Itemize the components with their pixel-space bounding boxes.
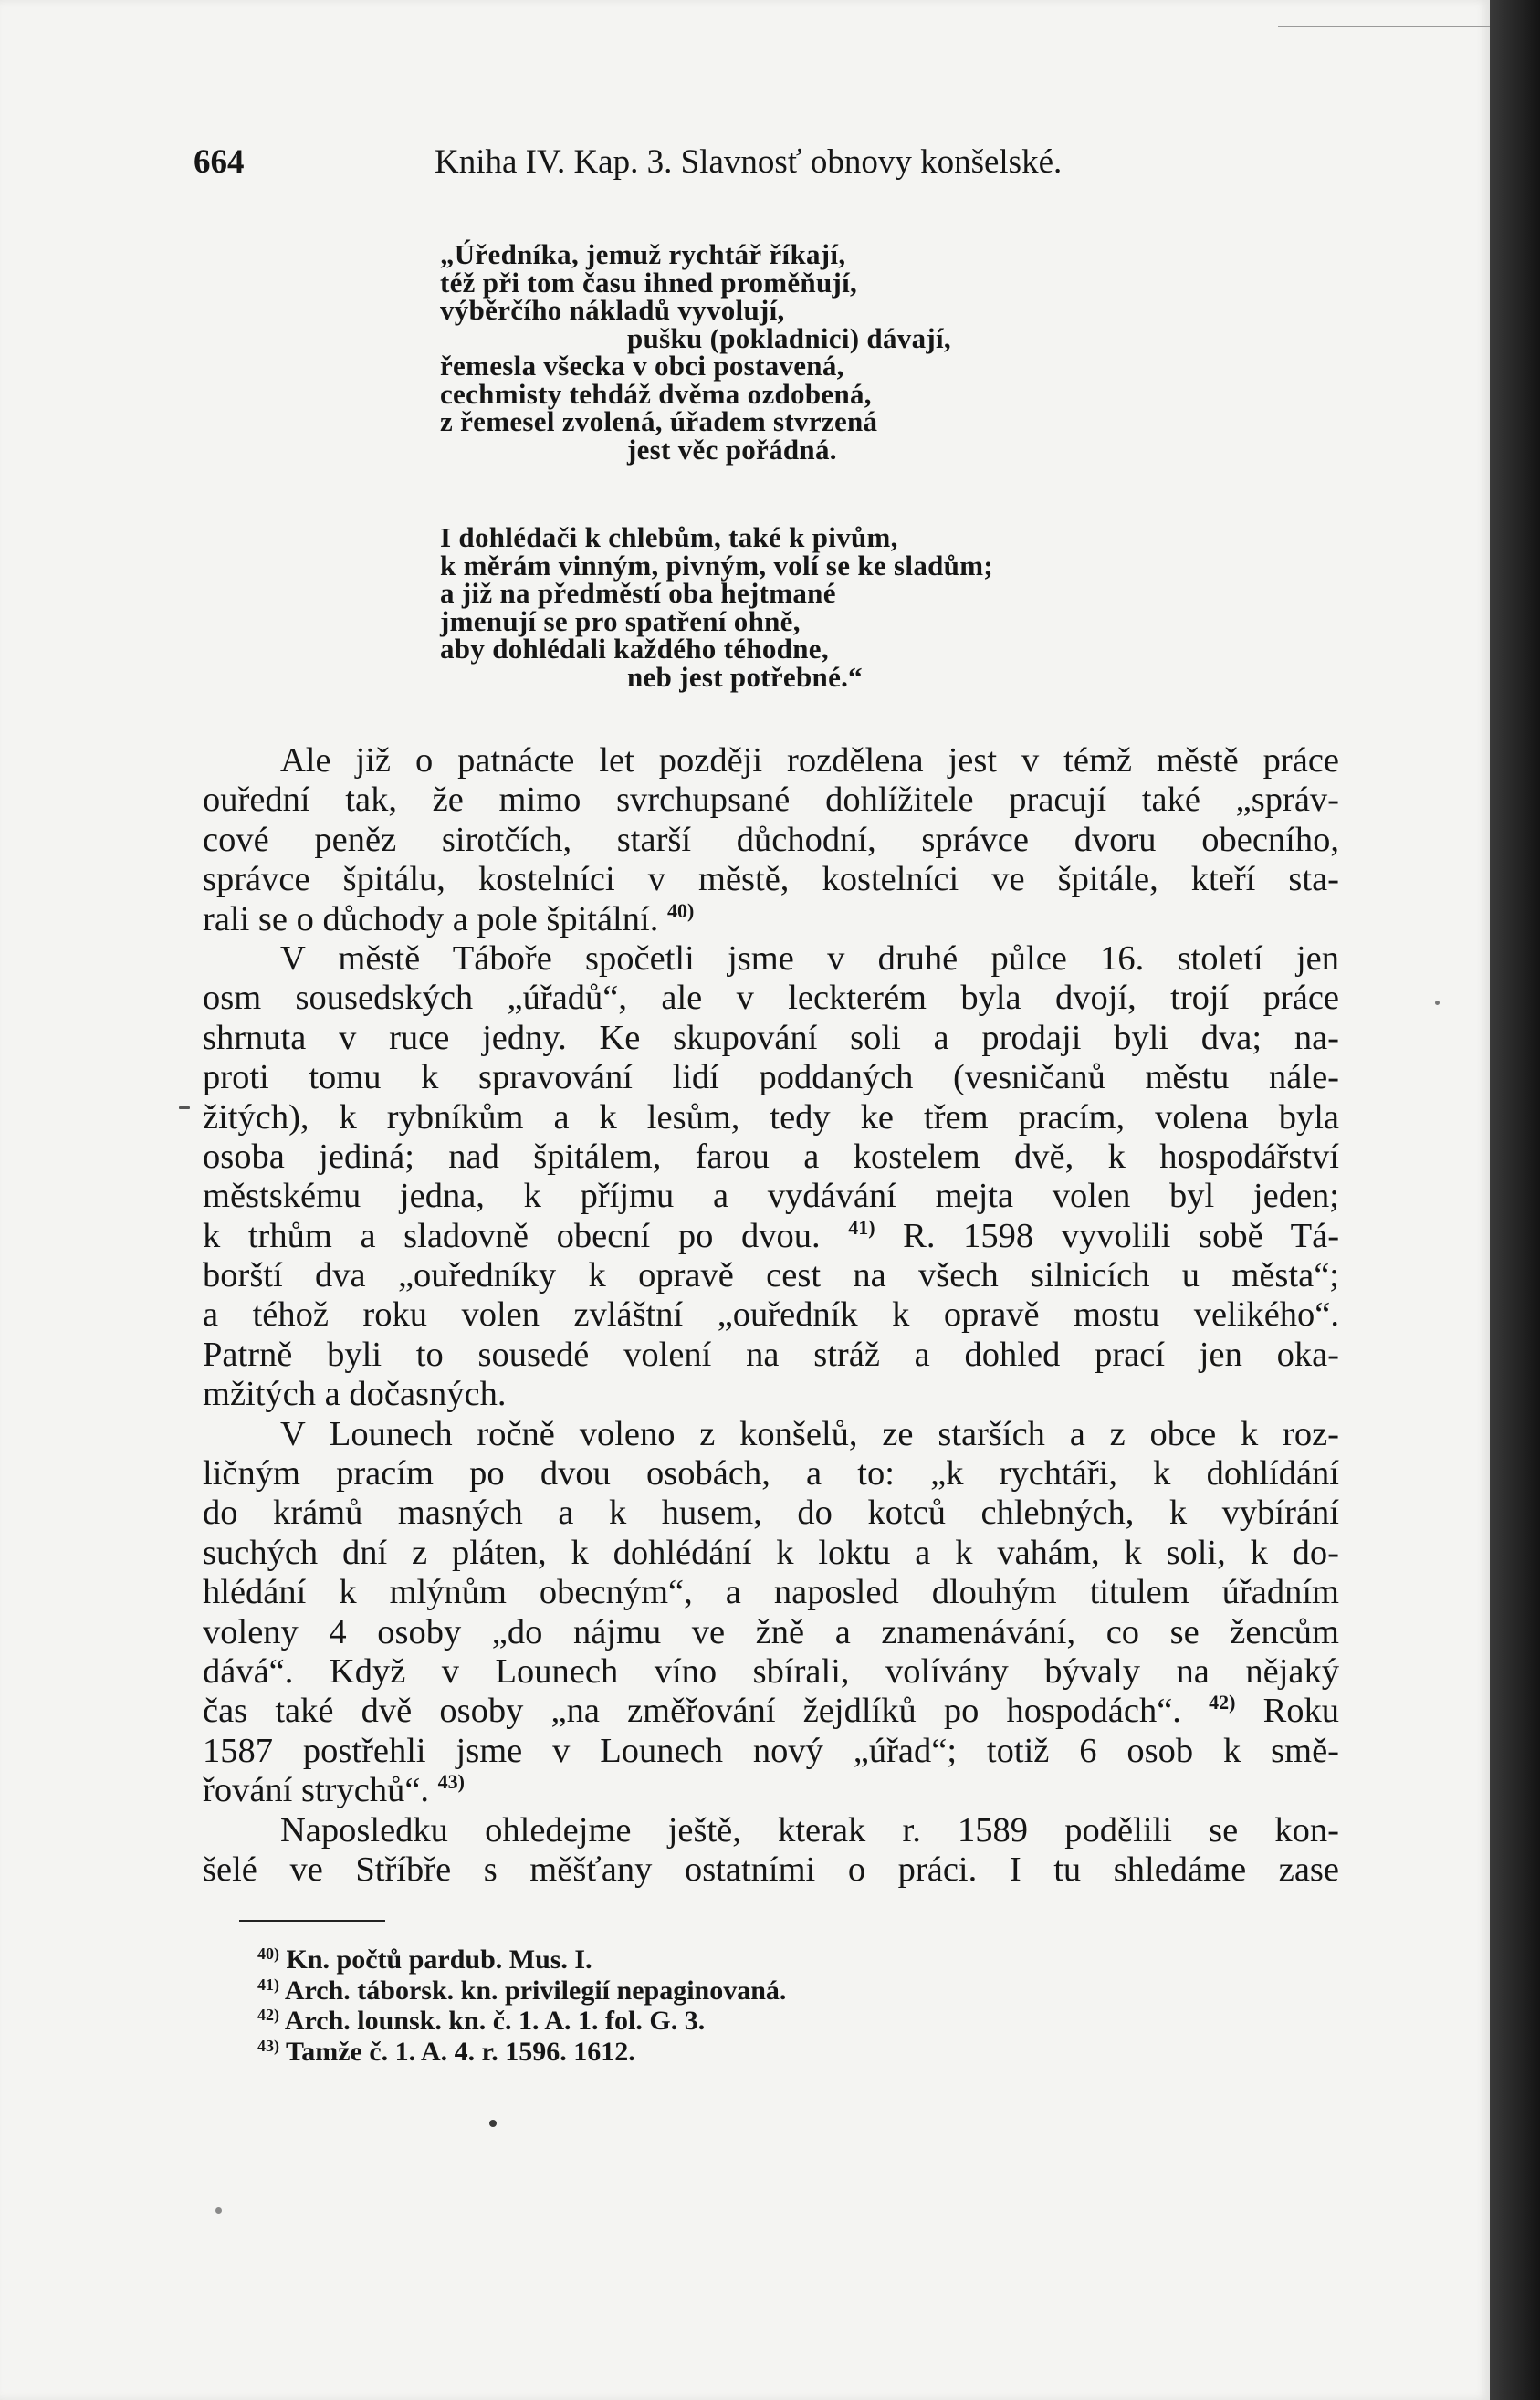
footnote-text: Tamže č. 1. A. 4. r. 1596. 1612.: [285, 2036, 635, 2067]
footnote-ref-41: 41): [848, 1215, 875, 1239]
verse-line: „Úředníka, jemuž rychtář říkají,: [440, 238, 846, 270]
footnote: [257, 1976, 1079, 2007]
text-line: správce špitálu, kostelníci v městě, kostelníci ve špitále, kteří sta-: [203, 860, 1339, 899]
text-line: proti tomu k spravování lidí poddaných (vesničanů městu nále-: [203, 1058, 1339, 1097]
verse-line: jest věc pořádná.: [627, 433, 837, 466]
text-segment: rali se o důchody a pole špitální.: [203, 899, 659, 938]
footnote-mark: 40): [257, 1944, 279, 1963]
text-line: V Lounech ročně voleno z konšelů, ze starších a z obce k roz-: [280, 1414, 1339, 1453]
footnote-ref-43: 43): [437, 1770, 465, 1794]
scan-speck: [1435, 1001, 1440, 1005]
text-line: Ale již o patnácte let později rozdělena jest v témž městě práce: [280, 741, 1339, 780]
text-line: suchých dní z pláten, k dohlédání k loktu a k vahám, k soli, k do-: [203, 1533, 1339, 1572]
footnote-ref-42: 42): [1209, 1691, 1236, 1714]
text-line: dává“. Když v Lounech víno sbírali, volívány bývaly na nějaký: [203, 1651, 1339, 1691]
verse-line: aby dohlédali každého téhodne,: [440, 633, 829, 665]
text-line: žitých), k rybníkům a k lesům, tedy ke třem pracím, volena byla: [203, 1097, 1339, 1137]
footnote-rule: [239, 1920, 385, 1922]
verse-line: neb jest potřebné.“: [627, 660, 863, 693]
text-line: městskému jedna, k příjmu a vydávání mejta volen byl jeden;: [203, 1177, 1339, 1216]
verse-line: cechmisty tehdáž dvěma ozdobená,: [440, 377, 872, 410]
text-line: ličným pracím po dvou osobách, a to: „k rychtáři, k dohlídání: [203, 1454, 1339, 1493]
body-text: [203, 741, 1339, 1890]
text-segment: řování strychů“.: [203, 1771, 430, 1810]
footnotes: [257, 1944, 1079, 2067]
text-line: a téhož roku volen zvláštní „ouředník k opravě mostu velikého“.: [203, 1295, 1339, 1335]
text-line: cové peněz sirotčích, starší důchodní, správce dvoru obecního,: [203, 820, 1339, 859]
text-segment: R. 1598 vyvolili sobě Tá-: [903, 1216, 1340, 1255]
text-line: šelé ve Stříbře s měšťany ostatními o práci. I tu shledáme zase: [203, 1850, 1339, 1889]
verse-line: I dohlédači k chlebům, také k pivům,: [440, 521, 898, 553]
text-line: borští dva „ouředníky k opravě cest na všech silnicích u města“;: [203, 1256, 1339, 1295]
verse-line: k měrám vinným, pivným, volí se ke sladům;: [440, 549, 993, 582]
text-line: [203, 900, 1339, 939]
footnote-text: Arch. táborsk. kn. privilegií nepaginovaná.: [284, 1975, 787, 2006]
footnote-ref-40: 40): [666, 898, 695, 922]
footnote-mark: 42): [257, 2006, 279, 2024]
scan-speck: [179, 1106, 190, 1109]
verse-line: pušku (pokladnici) dávají,: [627, 321, 951, 354]
text-line: Patrně byli to sousedé volení na stráž a dohled prací jen oka-: [203, 1335, 1339, 1374]
text-line: ouřední tak, že mimo svrchupsané dohlížitele pracují také „správ-: [203, 781, 1339, 820]
top-edge-line: [1278, 26, 1490, 27]
verse-line: jmenují se pro spatření ohně,: [440, 604, 801, 637]
text-line: osoba jediná; nad špitálem, farou a kostelem dvě, k hospodářství: [203, 1137, 1339, 1176]
text-line: mžitých a dočasných.: [203, 1375, 507, 1414]
text-segment: čas také dvě osoby „na změřování žejdlíků po hospodách“.: [203, 1692, 1181, 1731]
text-line: 1587 postřehli jsme v Lounech nový „úřad“; totiž 6 osob k smě-: [203, 1731, 1339, 1770]
text-segment: k trhům a sladovně obecní po dvou.: [203, 1216, 821, 1255]
text-line: do krámů masných a k husem, do kotců chlebných, k vybírání: [203, 1493, 1339, 1533]
scan-speck: [489, 2120, 497, 2127]
scan-border: [1490, 0, 1540, 2400]
verse-line: též při tom času ihned proměňují,: [440, 266, 858, 299]
verse-stanza-2: [440, 521, 1134, 693]
footnote: [257, 2037, 1079, 2068]
page-number: 664: [194, 143, 245, 181]
text-segment: Roku: [1262, 1692, 1340, 1731]
text-line: [203, 1692, 1339, 1731]
verse-line: a již na předměstí oba hejtmané: [440, 577, 836, 609]
text-line: osm sousedských „úřadů“, ale v leckterém byla dvojí, trojí práce: [203, 979, 1339, 1018]
running-title: Kniha IV. Kap. 3. Slavnosť obnovy konšelské.: [435, 143, 1063, 181]
text-line: voleny 4 osoby „do nájmu ve žně a znamenávání, co se žencům: [203, 1612, 1339, 1651]
footnote-text: Kn. počtů pardub. Mus. I.: [286, 1944, 592, 1975]
footnote-mark: 43): [257, 2036, 279, 2055]
footnote: [257, 1944, 1079, 1976]
verse-line: z řemesel zvolená, úřadem stvrzená: [440, 405, 878, 437]
text-line: V městě Táboře spočetli jsme v druhé půlce 16. století jen: [280, 938, 1339, 978]
text-line: [203, 1217, 1339, 1256]
verse-line: řemesla všecka v obci postavená,: [440, 350, 844, 382]
scan-speck: [215, 2207, 222, 2214]
text-line: shrnuta v ruce jedny. Ke skupování soli a prodaji byli dva; na-: [203, 1018, 1339, 1057]
verse-line: výběrčího nákladů vyvolují,: [440, 294, 785, 326]
footnote-mark: 41): [257, 1975, 279, 1994]
footnote-text: Arch. lounsk. kn. č. 1. A. 1. fol. G. 3.: [284, 2006, 706, 2036]
text-line: hlédání k mlýnům obecným“, a naposled dlouhým titulem úřadním: [203, 1573, 1339, 1612]
verse-stanza-1: [440, 238, 1134, 466]
text-line: [203, 1771, 1339, 1810]
footnote: [257, 2006, 1079, 2037]
text-line: Naposledku ohledejme ještě, kterak r. 1589 podělili se kon-: [280, 1810, 1339, 1850]
